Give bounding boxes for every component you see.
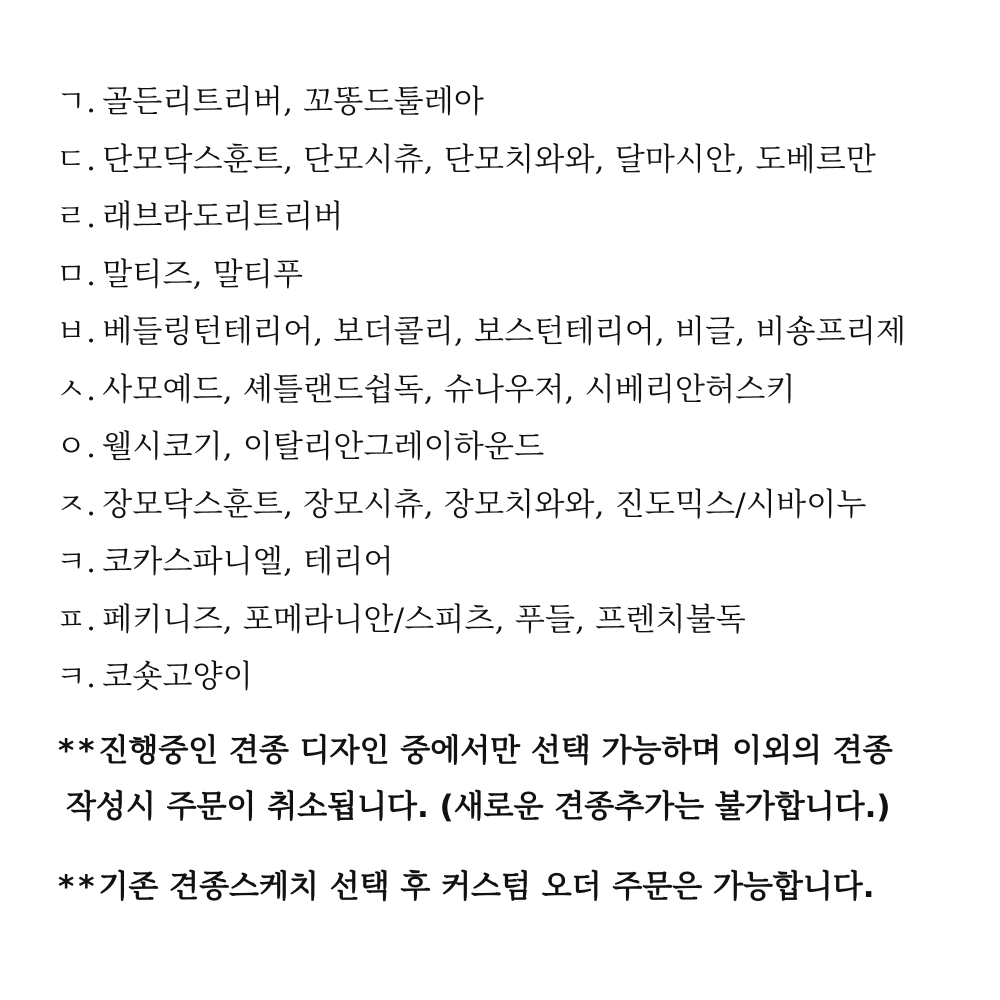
notice-line-1: 기존 견종스케치 선택 후 커스텀 오더 주문은 가능합니다.	[98, 869, 875, 905]
list-marker: ㅅ.	[56, 371, 97, 408]
notice-selection-restriction	[58, 726, 893, 832]
breed-names: 래브라도리트리버	[102, 199, 344, 235]
breed-names: 웰시코기, 이탈리안그레이하운드	[102, 429, 545, 465]
list-item	[56, 653, 906, 711]
list-marker: ㅁ.	[56, 256, 97, 293]
asterisk-marker: **	[58, 869, 99, 905]
list-item	[56, 193, 906, 251]
list-marker: ㅈ.	[56, 486, 97, 523]
breed-names: 단모닥스훈트, 단모시츄, 단모치와와, 달마시안, 도베르만	[102, 141, 876, 178]
list-marker: ㅋ.	[56, 544, 97, 580]
list-marker: ㄱ.	[56, 84, 97, 120]
notice-line-1: 진행중인 견종 디자인 중에서만 선택 가능하며 이외의 견종	[98, 733, 893, 769]
breed-names: 장모닥스훈트, 장모시츄, 장모치와와, 진도믹스/시바이누	[102, 486, 867, 523]
breed-names: 말티즈, 말티푸	[102, 256, 304, 293]
list-marker: ㄷ.	[56, 141, 97, 178]
list-item	[56, 366, 906, 424]
list-item	[56, 308, 906, 366]
breed-names: 사모예드, 셰틀랜드쉽독, 슈나우저, 시베리안허스키	[102, 371, 796, 408]
list-item	[56, 251, 906, 309]
list-item	[56, 136, 906, 194]
list-marker: ㅂ.	[56, 314, 97, 350]
asterisk-marker: **	[58, 733, 99, 769]
breed-names: 코카스파니엘, 테리어	[102, 544, 394, 580]
list-marker: ㅋ.	[56, 659, 97, 695]
list-marker: ㅇ.	[56, 429, 97, 465]
list-marker: ㄹ.	[56, 199, 97, 235]
breed-names: 페키니즈, 포메라니안/스피츠, 푸들, 프렌치불독	[102, 601, 746, 638]
list-item	[56, 481, 906, 539]
list-marker: ㅍ.	[56, 601, 97, 638]
list-item	[56, 596, 906, 654]
list-item	[56, 538, 906, 596]
notice-custom-order	[58, 862, 875, 912]
list-item	[56, 423, 906, 481]
breed-list	[56, 78, 906, 711]
list-item	[56, 78, 906, 136]
breed-names: 코숏고양이	[102, 659, 253, 695]
breed-names: 베들링턴테리어, 보더콜리, 보스턴테리어, 비글, 비숑프리제	[102, 314, 907, 350]
breed-names: 골든리트리버, 꼬똥드툴레아	[102, 84, 485, 120]
notice-line-2: 작성시 주문이 취소됩니다. (새로운 견종추가는 불가합니다.)	[66, 789, 891, 825]
